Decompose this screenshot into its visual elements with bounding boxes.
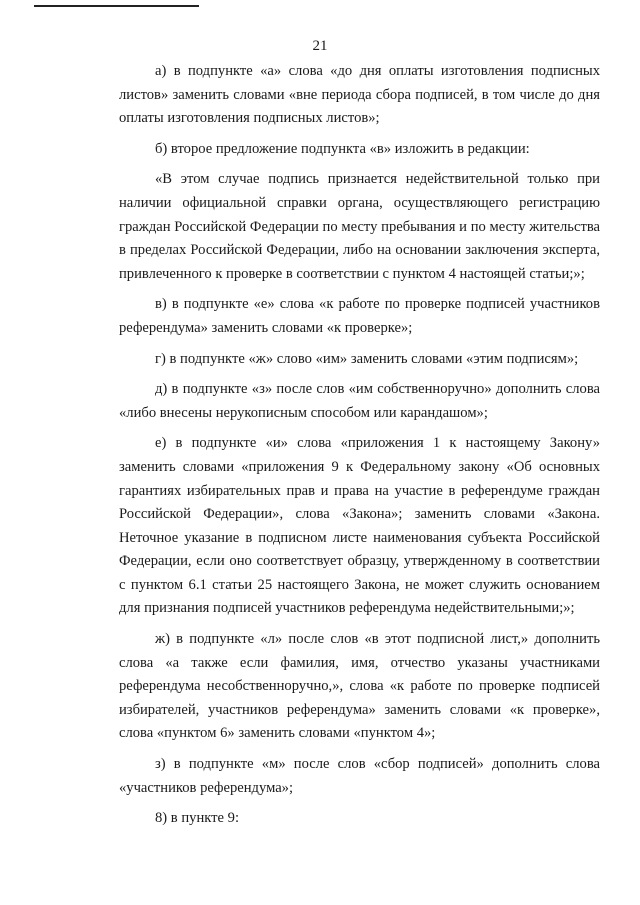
page-number: 21 (312, 38, 328, 54)
paragraph-e: е) в подпункте «и» слова «приложения 1 к настоящему Закону» заменить словами «приложения 9 к Федеральному закону «Об основных гарантиях избирательных прав и права на участие в референдуме граждан Российской Федерации», слова «Закона»; заменить словами «Закона. Неточное указание в подписном листе наименования субъекта Российской Федерации, если оно соответствует образцу, утвержденному в соответствии с пунктом 6.1 статьи 25 настоящего Закона, не может служить основанием для признания подписей участников референдума недействительными;»; (119, 435, 600, 617)
paragraph-b-quote: «В этом случае подпись признается недействительной только при наличии официальной справки органа, осуществляющего регистрацию граждан Российской Федерации по месту пребывания и по месту жительства в пределах Российской Федерации, либо на основании заключения эксперта, привлеченного к проверке в соответствии с пунктом 4 настоящей статьи;»; (119, 171, 600, 282)
paragraph-b: б) второе предложение подпункта «в» изложить в редакции: (155, 140, 530, 157)
paragraph-d: д) в подпункте «з» после слов «им собственноручно» дополнить слова «либо внесены нерукописным способом или карандашом»; (119, 381, 600, 421)
document-body (119, 60, 600, 838)
paragraph-8: 8) в пункте 9: (155, 810, 240, 827)
paragraph-g: г) в подпункте «ж» слово «им» заменить словами «этим подписям»; (155, 350, 579, 367)
paragraph-z: з) в подпункте «м» после слов «сбор подписей» дополнить слова «участников референдума»; (119, 756, 600, 796)
paragraph-a: а) в подпункте «а» слова «до дня оплаты изготовления подписных листов» заменить словами «вне периода сбора подписей, в том числе до дня оплаты изготовления подписных листов»; (119, 63, 600, 127)
top-rule (34, 5, 199, 7)
paragraph-zh: ж) в подпункте «л» после слов «в этот подписной лист,» дополнить слова «а также если фамилия, имя, отчество указаны участниками референдума несобственноручно,», слова «к работе по проверке подписей избирателей, участников референдума» заменить словами «к проверке», слова «пунктом 6» заменить словами «пунктом 4»; (119, 631, 600, 742)
paragraph-v: в) в подпункте «е» слова «к работе по проверке подписей участников референдума» заменить словами «к проверке»; (119, 296, 600, 336)
